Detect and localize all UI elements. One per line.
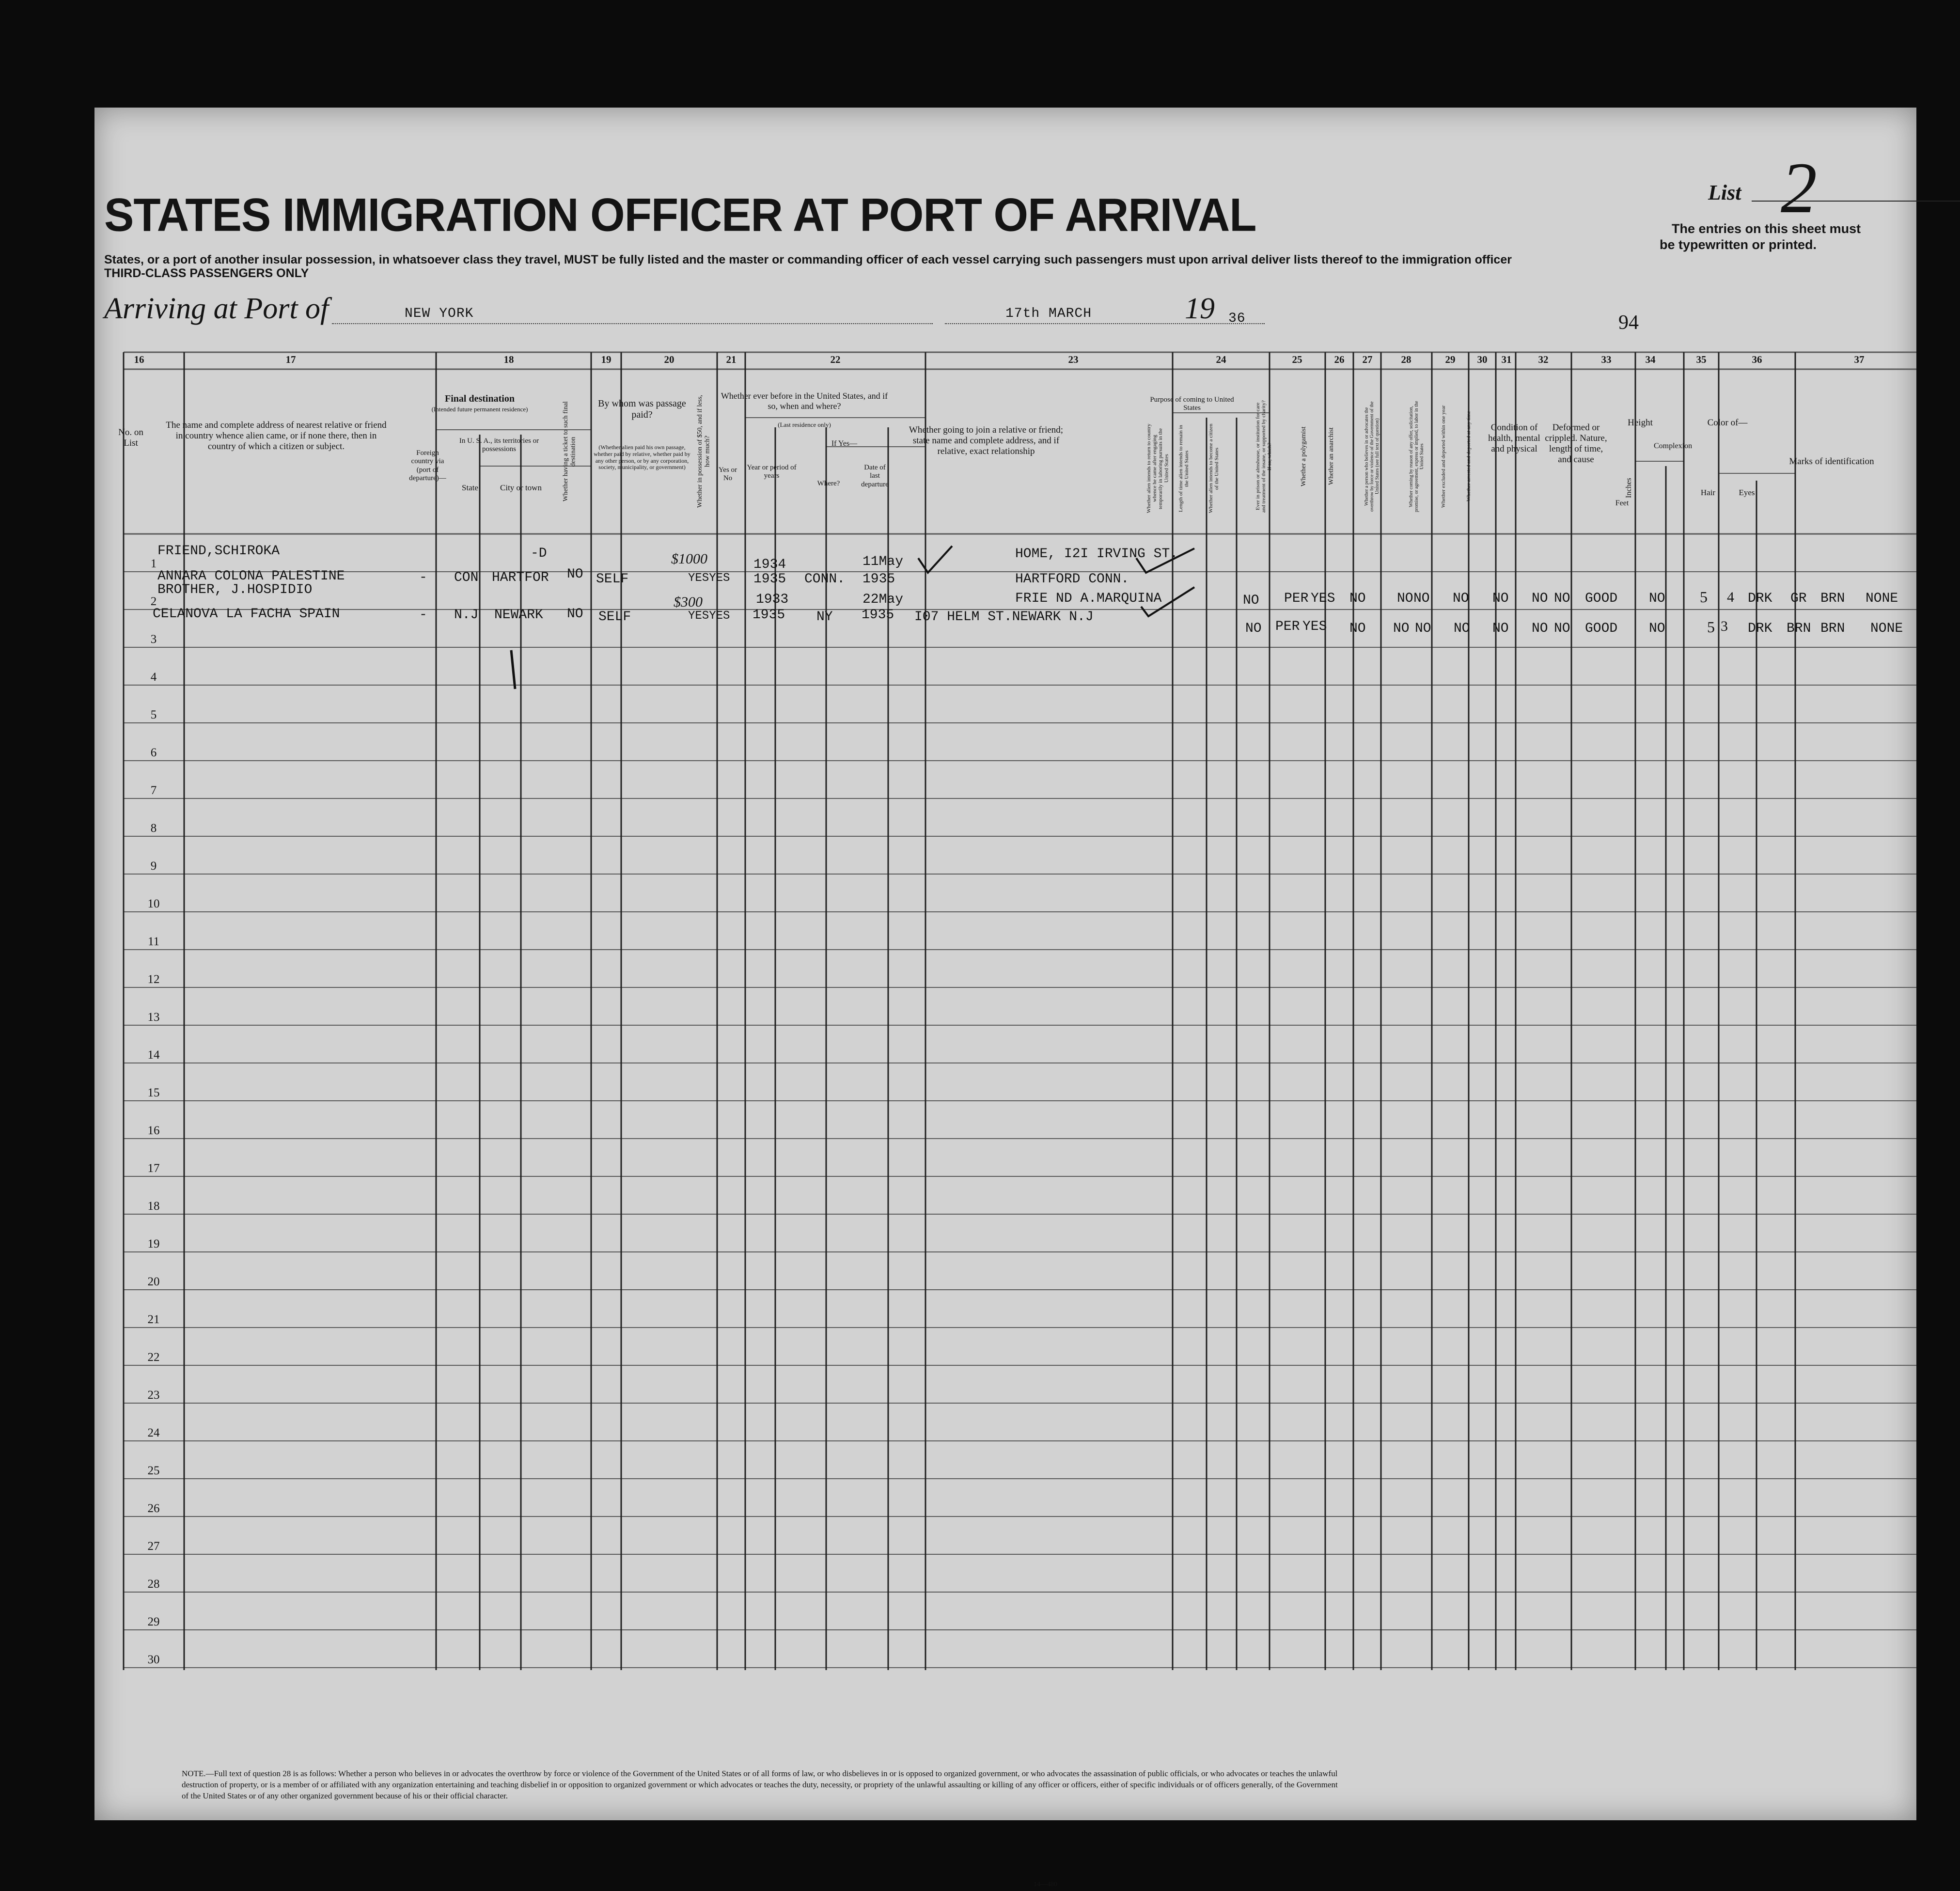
col24-return: Whether alien intends to return to country whence he came after engaging temporarily in laboring pursuits in the United States xyxy=(1146,423,1170,514)
departure-1: 11May xyxy=(862,554,904,569)
deformed: NO xyxy=(1649,591,1665,606)
column-number: 29 xyxy=(1445,354,1456,365)
arrival-date: 17th MARCH xyxy=(1005,306,1092,321)
prison: NO xyxy=(1349,621,1366,636)
row-number: 23 xyxy=(147,1389,160,1402)
years-2: 1935 xyxy=(753,572,786,587)
state: N.J xyxy=(454,608,479,623)
polygamist: NO xyxy=(1393,621,1410,636)
column-number: 37 xyxy=(1854,354,1865,365)
col18-state: State xyxy=(462,483,478,492)
col24-citizen: Whether alien intends to become a citizen of the United States xyxy=(1208,423,1220,514)
row-number: 20 xyxy=(147,1275,160,1288)
col36-eyes: Eyes xyxy=(1739,488,1755,497)
column-number: 31 xyxy=(1501,354,1512,365)
page-number: 94 xyxy=(1618,312,1639,334)
row-number: 4 xyxy=(150,671,157,684)
q29: NO xyxy=(1492,621,1509,636)
column-number: 32 xyxy=(1538,354,1549,365)
row-number: 21 xyxy=(147,1313,160,1326)
punch-hole xyxy=(51,728,78,755)
arriving-label: Arriving at Port of xyxy=(104,292,329,325)
column-number: 30 xyxy=(1477,354,1488,365)
city: HARTFOR xyxy=(492,570,549,585)
row-number: 30 xyxy=(147,1653,160,1666)
row-number: 24 xyxy=(147,1426,160,1439)
ticket: NO xyxy=(567,607,583,622)
where: CONN. xyxy=(804,572,846,587)
column-number: 27 xyxy=(1362,354,1373,365)
col27-header: Whether an anarchist xyxy=(1328,427,1335,485)
col18-header: Final destination xyxy=(445,393,515,404)
col24-header: Purpose of coming to United States xyxy=(1150,396,1234,412)
column-number: 21 xyxy=(726,354,737,365)
punch-hole xyxy=(51,1542,78,1569)
col34-header: Height xyxy=(1628,418,1653,428)
col18-city: City or town xyxy=(500,483,542,492)
hair: GR xyxy=(1790,591,1807,606)
years-2: 1935 xyxy=(753,608,785,623)
departure-2: 1935 xyxy=(862,572,895,587)
deformed: NO xyxy=(1649,621,1665,636)
row-number: 15 xyxy=(147,1086,160,1099)
col22-year: Year or period of years xyxy=(747,464,797,480)
typewritten-note-1: The entries on this sheet must xyxy=(1672,221,1861,236)
q28: NO xyxy=(1453,591,1469,606)
form-number: 14—480 xyxy=(1034,1881,1057,1888)
anarchist: NO xyxy=(1413,591,1430,606)
col33-header: Deformed or crippled. Nature, length of time, and cause xyxy=(1545,422,1607,465)
city: NEWARK xyxy=(494,608,543,623)
column-number: 18 xyxy=(503,354,514,365)
q28: NO xyxy=(1454,621,1470,636)
health: GOOD xyxy=(1585,621,1618,636)
marks: NONE xyxy=(1870,621,1903,636)
q31: NO xyxy=(1554,621,1570,636)
return-laboring: NO xyxy=(1243,593,1259,608)
where: NY xyxy=(816,609,833,625)
col22-date: Date of last departure xyxy=(861,464,889,488)
row-number: 29 xyxy=(147,1615,160,1628)
row-number: 12 xyxy=(147,973,160,986)
col24-length: Length of time alien intends to remain in the United States xyxy=(1178,425,1190,512)
column-number: 26 xyxy=(1334,354,1345,365)
departure-1: 22May xyxy=(862,592,904,607)
typewritten-note-2: be typewritten or printed. xyxy=(1660,237,1817,252)
money: $300 xyxy=(674,594,703,610)
departure-2: 1935 xyxy=(862,608,894,623)
row-number: 19 xyxy=(147,1237,160,1250)
col22-ifyes: If Yes— xyxy=(831,439,858,448)
eyes: BRN xyxy=(1820,591,1845,606)
column-number: 28 xyxy=(1401,354,1411,365)
row-number: 9 xyxy=(150,860,157,873)
length-of-stay: PER xyxy=(1284,591,1309,606)
paid-by: SELF xyxy=(598,609,631,625)
relative-line-1: FRIEND,SCHIROKA xyxy=(157,544,280,559)
polygamist: NO xyxy=(1397,591,1413,606)
feet: 5 xyxy=(1700,588,1708,606)
col25-header: Ever in prison or almshouse, or institution for care and treatment of the insane, or supported by charity? If so, which? xyxy=(1255,400,1273,513)
col30-header: Whether excluded and deported within one year xyxy=(1441,405,1446,508)
row-number: 16 xyxy=(147,1124,160,1137)
col17-header: The name and complete address of nearest relative or friend in country whence alien came, or if none there, then in country of which a citizen or subject. xyxy=(166,420,387,452)
row-number: 14 xyxy=(147,1048,160,1062)
column-number: 17 xyxy=(285,354,296,365)
row-number: 11 xyxy=(147,935,160,948)
feet: 5 xyxy=(1707,618,1715,636)
column-number: 24 xyxy=(1216,354,1226,365)
complexion: DRK xyxy=(1748,591,1772,606)
row-number: 6 xyxy=(150,746,157,759)
row-number: 28 xyxy=(147,1578,160,1591)
row-number: 27 xyxy=(147,1540,160,1553)
join-line-2: I07 HELM ST.NEWARK N.J xyxy=(914,609,1094,625)
row-number: 13 xyxy=(147,1011,160,1024)
year-prefix: 19 xyxy=(1185,292,1215,325)
port-value: NEW YORK xyxy=(405,306,474,321)
col28-header: Whether a person who believes in or advocates the overthrow by force or violence of the Government of the United States (see full text of question) xyxy=(1364,401,1380,512)
class-label: THIRD-CLASS PASSENGERS ONLY xyxy=(104,266,309,280)
col22-note: (Last residence only) xyxy=(778,421,831,428)
punch-hole xyxy=(51,311,78,338)
foreign-via: - xyxy=(419,608,427,623)
list-number: 2 xyxy=(1781,148,1817,228)
anarchist: NO xyxy=(1415,621,1431,636)
punch-hole xyxy=(51,1246,78,1273)
years-1: 1934 xyxy=(753,557,786,572)
column-number: 34 xyxy=(1645,354,1656,365)
column-number: 16 xyxy=(134,354,144,365)
col21-header: Whether in possession of $50, and if less, how much? xyxy=(696,395,711,508)
punch-hole xyxy=(51,1290,78,1317)
footer-note: NOTE.—Full text of question 28 is as follows: Whether a person who believes in or advocates the overthrow by force or violence of the Government of the United States or of all forms of law, or who disbelieves in or is opposed to organized government, or who advocates the assassination of public officials, or who advocates or teaches the unlawful destruction of property, or is a member of or affiliated with any organization entertaining and teaching disbelief in or opposition to organized government or which advocates or teaches the duty, necessity, or propriety of the unlawful assaulting or killing of any officer or officers, either of specific individuals or of officers generally, of the Government of the United States or of any other organized government because of his or their official character. xyxy=(182,1769,1338,1800)
eyes: BRN xyxy=(1820,621,1845,636)
become-citizen: YES xyxy=(1311,591,1335,606)
q30: NO xyxy=(1532,591,1548,606)
join-line-1: FRIE ND A.MARQUINA xyxy=(1015,591,1162,606)
return-laboring: NO xyxy=(1245,621,1262,636)
row-number: 8 xyxy=(150,822,157,835)
row-number: 17 xyxy=(147,1162,160,1175)
table-grid xyxy=(94,108,1916,1820)
column-number: 22 xyxy=(830,354,841,365)
row-number: 22 xyxy=(147,1351,160,1364)
row-number: 3 xyxy=(150,633,157,646)
money: $1000 xyxy=(671,551,707,567)
col34-inches: Inches xyxy=(1625,478,1633,498)
punch-hole xyxy=(51,1619,78,1646)
punch-hole xyxy=(51,650,78,677)
manifest-sheet xyxy=(94,108,1916,1888)
prison: NO xyxy=(1349,591,1366,606)
col18-foreign: Foreign country via (port of departure)— xyxy=(409,449,446,482)
col36-header: Color of— xyxy=(1707,418,1748,428)
col23-header: Whether going to join a relative or friend; state name and complete address, and if relative, exact relationship xyxy=(909,425,1064,456)
row-number: 1 xyxy=(150,557,157,570)
state: CON xyxy=(454,570,479,585)
col34-feet: Feet xyxy=(1615,499,1629,507)
column-number: 35 xyxy=(1696,354,1707,365)
column-number: 36 xyxy=(1752,354,1762,365)
column-number: 19 xyxy=(601,354,612,365)
inches: 3 xyxy=(1721,618,1728,634)
col32-header: Condition of health, mental and physical xyxy=(1488,422,1540,454)
row-number: 25 xyxy=(147,1464,160,1477)
q31: NO xyxy=(1554,591,1570,606)
row-number: 2 xyxy=(150,595,157,608)
col18-usa: In U. S. A., its territories or possessions xyxy=(459,437,539,453)
col18-note: (Intended future permanent residence) xyxy=(431,406,528,413)
relative-line-2: CELANOVA LA FACHA SPAIN xyxy=(153,607,340,622)
before-in-us: YESYES xyxy=(688,572,730,585)
col16-header: No. on List xyxy=(118,427,143,448)
col26-header: Whether a polygamist xyxy=(1300,426,1307,486)
paid-by: SELF xyxy=(596,572,629,587)
complexion: DRK xyxy=(1748,621,1772,636)
punch-hole xyxy=(51,393,78,421)
relative-line-2: ANNARA COLONA PALESTINE xyxy=(157,569,345,584)
foreign-via: - xyxy=(419,570,427,585)
city-overtype: -D xyxy=(531,546,547,561)
form-title: STATES IMMIGRATION OFFICER AT PORT OF ARRIVAL xyxy=(104,189,1256,241)
years-1: 1933 xyxy=(756,592,789,607)
join-line-1: HOME, I2I IRVING ST. xyxy=(1015,547,1178,562)
hair: BRN xyxy=(1787,621,1811,636)
row-number: 10 xyxy=(147,897,160,910)
column-number: 20 xyxy=(664,354,674,365)
before-in-us: YESYES xyxy=(688,609,730,623)
relative-line-1: BROTHER, J.HOSPIDIO xyxy=(157,582,313,597)
inches: 4 xyxy=(1727,589,1734,605)
col22-header: Whether ever before in the United States, and if so, when and where? xyxy=(721,391,888,411)
col20-note: (Whether alien paid his own passage, whether paid by relative, whether paid by any other person, or by any corporation, society, municipality, or government) xyxy=(594,444,690,471)
become-citizen: YES xyxy=(1302,619,1327,634)
col36-hair: Hair xyxy=(1700,488,1716,497)
health: GOOD xyxy=(1585,591,1618,606)
col31-header: Whether arrested and deported at any time xyxy=(1466,411,1472,502)
column-number: 33 xyxy=(1601,354,1612,365)
col22-where: Where? xyxy=(817,480,840,487)
row-number: 18 xyxy=(147,1200,160,1213)
col22-yesno: Yes or No xyxy=(718,466,737,483)
col29-header: Whether coming by reason of any offer, solicitation, promise, or agreement, express or implied, to labor in the United States xyxy=(1409,401,1425,512)
form-subtitle: States, or a port of another insular possession, in whatsoever class they travel, MUST be fully listed and the master or commanding officer of each vessel carrying such passengers must upon arrival deliver lists thereof to the immigration officer xyxy=(104,253,1512,266)
year-suffix: 36 xyxy=(1228,311,1246,326)
length-of-stay: PER xyxy=(1275,619,1300,634)
q29: NO xyxy=(1492,591,1509,606)
list-label: List xyxy=(1708,181,1741,204)
column-number: 25 xyxy=(1292,354,1302,365)
q30: NO xyxy=(1532,621,1548,636)
col37-header: Marks of identification xyxy=(1789,456,1874,467)
col35-header: Complexion xyxy=(1654,442,1693,450)
column-number: 23 xyxy=(1068,354,1079,365)
join-line-2: HARTFORD CONN. xyxy=(1015,572,1129,587)
row-number: 7 xyxy=(150,784,157,797)
row-number: 5 xyxy=(150,708,157,721)
ticket: NO xyxy=(567,567,583,582)
col19-header: Whether having a ticket to such final destination xyxy=(562,401,577,502)
row-number: 26 xyxy=(147,1502,160,1515)
col20-header: By whom was passage paid? xyxy=(598,398,686,420)
marks: NONE xyxy=(1866,591,1898,606)
